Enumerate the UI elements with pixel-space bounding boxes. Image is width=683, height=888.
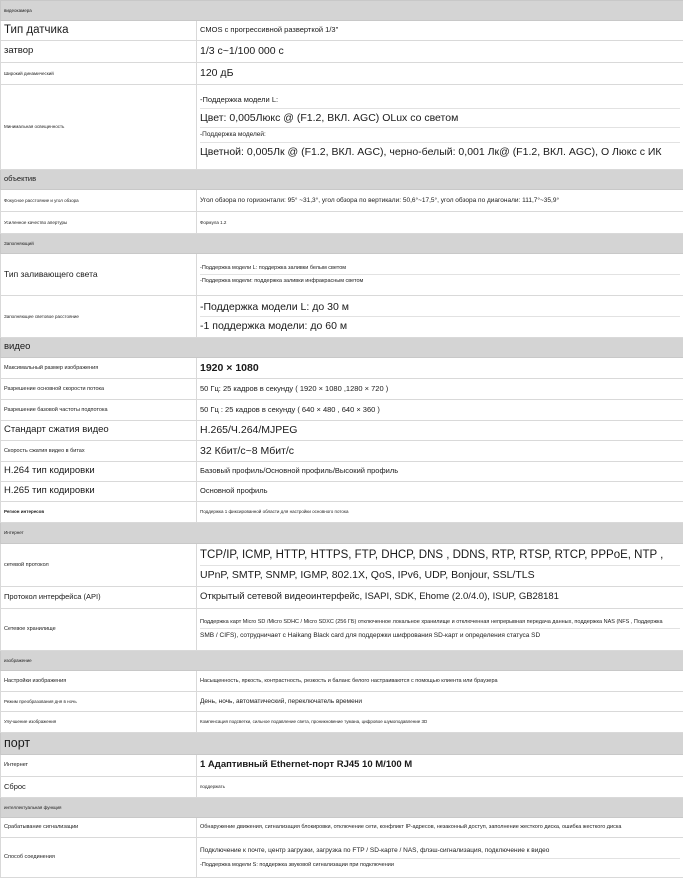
table-row (1, 712, 683, 733)
table-row (1, 818, 683, 838)
value-line: -Поддержка моделей: (200, 127, 680, 141)
section-image (1, 651, 683, 671)
value-line: -Поддержка модели L: до 30 м (200, 300, 349, 313)
row-label: затвор (1, 41, 197, 63)
row-value: Насыщенность, яркость, контрастность, резкость и баланс белого настраиваются с помощью клиента или браузера (197, 671, 683, 692)
section-port (1, 733, 683, 755)
table-row (1, 838, 683, 878)
row-value: H.265/Ч.264/MJPEG (197, 421, 683, 441)
row-label: Усиленное качество апертуры (1, 212, 197, 234)
table-row (1, 358, 683, 379)
value-line: Подключение к почте, центр загрузки, загрузка по FTP / SD-карте / NAS, флэш-сигнализация, подключение к видео (200, 847, 550, 855)
row-label: Интернет (1, 755, 197, 777)
row-label: Способ соединения (1, 838, 197, 878)
section-title: изображение (1, 651, 683, 671)
row-label: Минимальная освещенность (1, 85, 197, 170)
value-line: -Поддержка модели S: поддержка звуковой сигнализации при подключении (200, 858, 680, 871)
row-value (197, 609, 683, 651)
row-label: Сетевое хранилище (1, 609, 197, 651)
value-line: -Поддержка модели L: (200, 95, 279, 105)
row-label: Сброс (1, 777, 197, 798)
section-smart (1, 798, 683, 818)
section-title: видеокамера (1, 1, 683, 21)
section-video (1, 338, 683, 358)
table-row (1, 482, 683, 502)
row-label: Максимальный размер изображения (1, 358, 197, 379)
row-value: 50 Гц: 25 кадров в секунду ( 1920 × 1080 ,1280 × 720 ) (197, 379, 683, 400)
value-line: Цвет: 0,005Люкс @ (F1.2, ВКЛ. AGC) OLux со светом (200, 108, 680, 127)
row-value: 32 Кбит/с~8 Мбит/с (197, 441, 683, 462)
row-label: Заполняющее световое расстояние (1, 296, 197, 338)
row-value: Обнаружение движения, сигнализация блокировки, отключение сети, конфликт IP-адресов, незаконный доступ, заполнение жесткого диска, ошибка жесткого диска (197, 818, 683, 838)
value-line: SMB / CIFS), сотрудничает с Haikang Black card для поддержки шифрования SD-карт и определения статуса SD (200, 628, 680, 642)
row-label: Регион интересов (1, 502, 197, 523)
row-value: Угол обзора по горизонтали: 95° ~31,3°, угол обзора по вертикали: 50,6°~17,5°, угол обзора по диагонали: 111,7°~35,9° (197, 190, 683, 212)
table-row (1, 85, 683, 170)
section-title: объектив (1, 170, 683, 190)
table-row (1, 441, 683, 462)
row-label: Фокусное расстояние и угол обзора (1, 190, 197, 212)
table-row (1, 777, 683, 798)
value-line: -Поддержка модели: поддержка заливки инфракрасным светом (200, 274, 680, 287)
row-value: Основной профиль (197, 482, 683, 502)
row-label: Разрешение основной скорости потока (1, 379, 197, 400)
row-label: Разрешение базовой частоты подпотока (1, 400, 197, 421)
row-value (197, 544, 683, 587)
row-label: Стандарт сжатия видео (1, 421, 197, 441)
value-line: -1 поддержка модели: до 60 м (200, 316, 680, 335)
row-value (197, 85, 683, 170)
section-illuminator (1, 234, 683, 254)
row-label: Широкий динамический (1, 63, 197, 85)
table-row (1, 421, 683, 441)
row-label: H.264 тип кодировки (1, 462, 197, 482)
row-label: Скорость сжатия видео в битах (1, 441, 197, 462)
table-row (1, 692, 683, 712)
row-value: 1920 × 1080 (197, 358, 683, 379)
row-label: Режим преобразования дня в ночь (1, 692, 197, 712)
row-label: Тип заливающего света (1, 254, 197, 296)
table-row (1, 587, 683, 609)
value-line: -Поддержка модели L: поддержка заливки белым светом (200, 264, 347, 271)
row-value: 1/3 с~1/100 000 с (197, 41, 683, 63)
table-row (1, 212, 683, 234)
section-title: интеллектуальная функция (1, 798, 683, 818)
row-value: 50 Гц : 25 кадров в секунду ( 640 × 480 , 640 × 360 ) (197, 400, 683, 421)
row-value: Формула 1.2 (197, 212, 683, 234)
table-row (1, 544, 683, 587)
row-value: 120 дБ (197, 63, 683, 85)
value-line: TCP/IP, ICMP, HTTP, HTTPS, FTP, DHCP, DNS , DDNS, RTP, RTSP, RTCP, PPPoE, NTP , (200, 548, 664, 561)
table-row (1, 609, 683, 651)
row-label: сетевой протокол (1, 544, 197, 587)
table-row (1, 755, 683, 777)
row-value: 1 Адаптивный Ethernet-порт RJ45 10 М/100 М (197, 755, 683, 777)
table-row (1, 63, 683, 85)
table-row (1, 21, 683, 41)
value-line: UPnP, SMTP, SNMP, IGMP, 802.1X, QoS, IPv6, UDP, Bonjour, SSL/TLS (200, 565, 680, 584)
row-label: Настройки изображения (1, 671, 197, 692)
section-title: Заполняющий (1, 234, 683, 254)
section-network (1, 523, 683, 544)
row-value (197, 296, 683, 338)
row-value: CMOS с прогрессивной разверткой 1/3" (197, 21, 683, 41)
row-label: Срабатывание сигнализации (1, 818, 197, 838)
table-row (1, 671, 683, 692)
table-row (1, 502, 683, 523)
table-row (1, 379, 683, 400)
row-value: Компенсация подсветки, сильное подавление света, проникновение тумана, цифровое шумоподавление 3D (197, 712, 683, 733)
table-row (1, 462, 683, 482)
table-row (1, 296, 683, 338)
row-value: Базовый профиль/Основной профиль/Высокий профиль (197, 462, 683, 482)
row-label: Тип датчика (1, 21, 197, 41)
value-line: Поддержка карт Micro SD /Micro SDHC / Micro SDXC (256 ГБ) отключенное локальное хранилище и отключенная непрерывная передача данных, поддержка NAS (NFS , Поддержка (200, 619, 663, 626)
row-value (197, 838, 683, 878)
row-label: Протокол интерфейса (API) (1, 587, 197, 609)
section-camera (1, 1, 683, 21)
table-row (1, 190, 683, 212)
section-title: видео (1, 338, 683, 358)
row-value: поддержать (197, 777, 683, 798)
row-value: День, ночь, автоматический, переключатель времени (197, 692, 683, 712)
table-row (1, 41, 683, 63)
table-row (1, 400, 683, 421)
row-value: Поддержка 1 фиксированной области для настройки основного потока (197, 502, 683, 523)
value-line: Цветной: 0,005Лк @ (F1.2, ВКЛ. AGC), черно-белый: 0,001 Лк@ (F1.2, ВКЛ. AGC), О Люкс с ИК (200, 142, 680, 161)
section-lens (1, 170, 683, 190)
row-label: Улучшение изображения (1, 712, 197, 733)
section-title: Интернет (1, 523, 683, 544)
row-label: H.265 тип кодировки (1, 482, 197, 502)
table-row (1, 254, 683, 296)
row-value (197, 254, 683, 296)
row-value: Открытый сетевой видеоинтерфейс, ISAPI, SDK, Ehome (2.0/4.0), ISUP, GB28181 (197, 587, 683, 609)
section-title: порт (1, 733, 683, 755)
